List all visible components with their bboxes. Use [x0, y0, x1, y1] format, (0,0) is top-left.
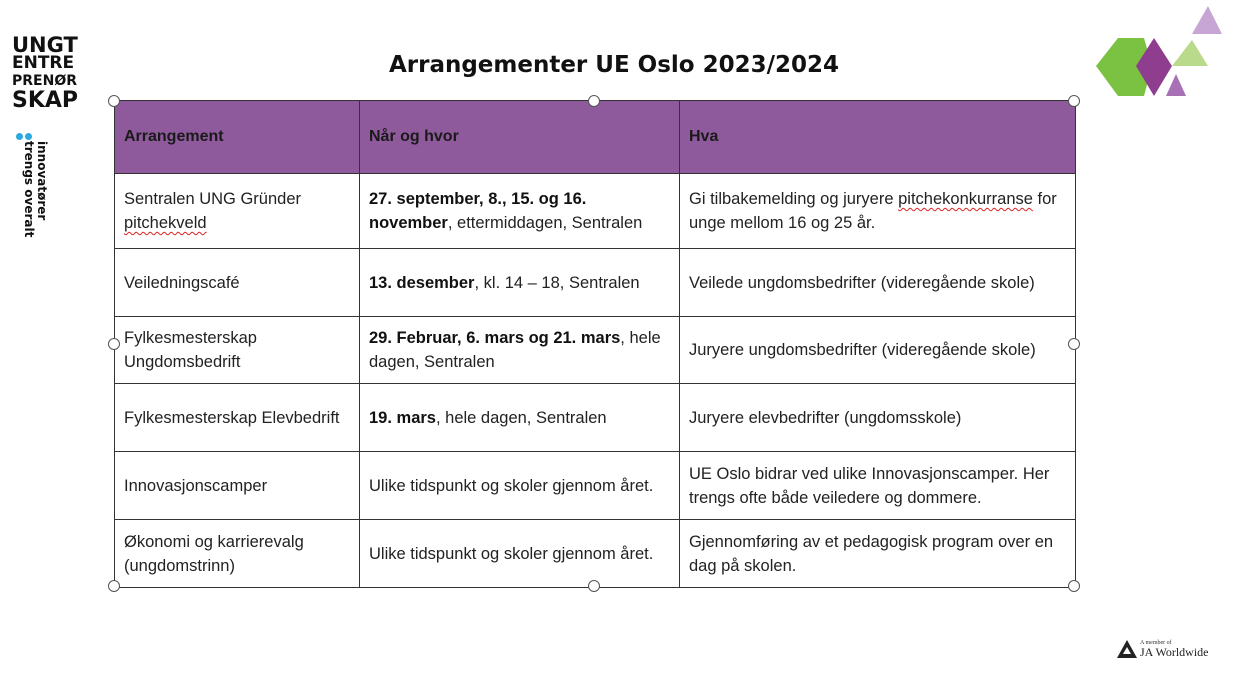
table-header-row: [115, 101, 1076, 174]
what-cell[interactable]: Gjennomføring av et pedagogisk program over en dag på skolen.: [680, 520, 1076, 588]
logo-line: UNGT: [12, 33, 78, 57]
resize-handle-top-left[interactable]: [108, 95, 120, 107]
when-cell[interactable]: Ulike tidspunkt og skoler gjennom året.: [360, 452, 680, 520]
events-table[interactable]: [114, 100, 1075, 586]
resize-handle-left[interactable]: [108, 338, 120, 350]
arrangement-cell[interactable]: Økonomi og karrierevalg (ungdomstrinn): [115, 520, 360, 588]
logo-line: SKAP: [12, 88, 79, 113]
what-cell[interactable]: Veilede ungdomsbedrifter (videregående skole): [680, 249, 1076, 317]
resize-handle-bottom-left[interactable]: [108, 580, 120, 592]
table-row: [115, 317, 1076, 384]
spellcheck-word: pitchekonkurranse: [898, 190, 1033, 208]
column-header-when-where: Når og hvor: [360, 101, 680, 174]
logo-tagline: [16, 127, 49, 257]
what-cell[interactable]: Juryere ungdomsbedrifter (videregående skole): [680, 317, 1076, 384]
tagline-line: innovatører: [35, 141, 49, 221]
table-row: [115, 174, 1076, 249]
ja-triangle-icon: [1117, 640, 1137, 658]
logo-line: PRENØR: [12, 73, 78, 89]
decorative-shapes-icon: [1096, 4, 1226, 104]
table-row: [115, 452, 1076, 520]
arrangement-cell[interactable]: Veiledningscafé: [115, 249, 360, 317]
arrangement-cell[interactable]: Fylkesmesterskap Elevbedrift: [115, 384, 360, 452]
resize-handle-top[interactable]: [588, 95, 600, 107]
arrangement-cell[interactable]: Innovasjonscamper: [115, 452, 360, 520]
column-header-arrangement: Arrangement: [115, 101, 360, 174]
resize-handle-right[interactable]: [1068, 338, 1080, 350]
spellcheck-word: pitchekveld: [124, 214, 207, 232]
when-cell[interactable]: 29. Februar, 6. mars og 21. mars, hele dagen, Sentralen: [360, 317, 680, 384]
column-header-what: Hva: [680, 101, 1076, 174]
tagline-line: trengs overalt: [22, 141, 36, 238]
resize-handle-top-right[interactable]: [1068, 95, 1080, 107]
what-cell[interactable]: UE Oslo bidrar ved ulike Innovasjonscamper. Her trengs ofte både veiledere og dommere.: [680, 452, 1076, 520]
arrangement-cell[interactable]: Fylkesmesterskap Ungdomsbedrift: [115, 317, 360, 384]
resize-handle-bottom[interactable]: [588, 580, 600, 592]
when-cell[interactable]: 19. mars, hele dagen, Sentralen: [360, 384, 680, 452]
ja-worldwide-logo: [1117, 640, 1217, 660]
ja-member-label: A member of: [1140, 640, 1172, 646]
what-cell[interactable]: Juryere elevbedrifter (ungdomsskole): [680, 384, 1076, 452]
ja-worldwide-label: JA Worldwide: [1140, 645, 1209, 659]
table-row: [115, 520, 1076, 588]
resize-handle-bottom-right[interactable]: [1068, 580, 1080, 592]
when-cell[interactable]: Ulike tidspunkt og skoler gjennom året.: [360, 520, 680, 588]
table-row: [115, 384, 1076, 452]
arrangement-cell[interactable]: Sentralen UNG Gründer pitchekveld: [115, 174, 360, 249]
when-cell[interactable]: 27. september, 8., 15. og 16. november, ettermiddagen, Sentralen: [360, 174, 680, 249]
logo-line: ENTRE: [12, 53, 75, 73]
what-cell[interactable]: Gi tilbakemelding og juryere pitchekonkurranse for unge mellom 16 og 25 år.: [680, 174, 1076, 249]
page-title: Arrangementer UE Oslo 2023/2024: [388, 52, 840, 78]
table-row: [115, 249, 1076, 317]
when-cell[interactable]: 13. desember, kl. 14 – 18, Sentralen: [360, 249, 680, 317]
